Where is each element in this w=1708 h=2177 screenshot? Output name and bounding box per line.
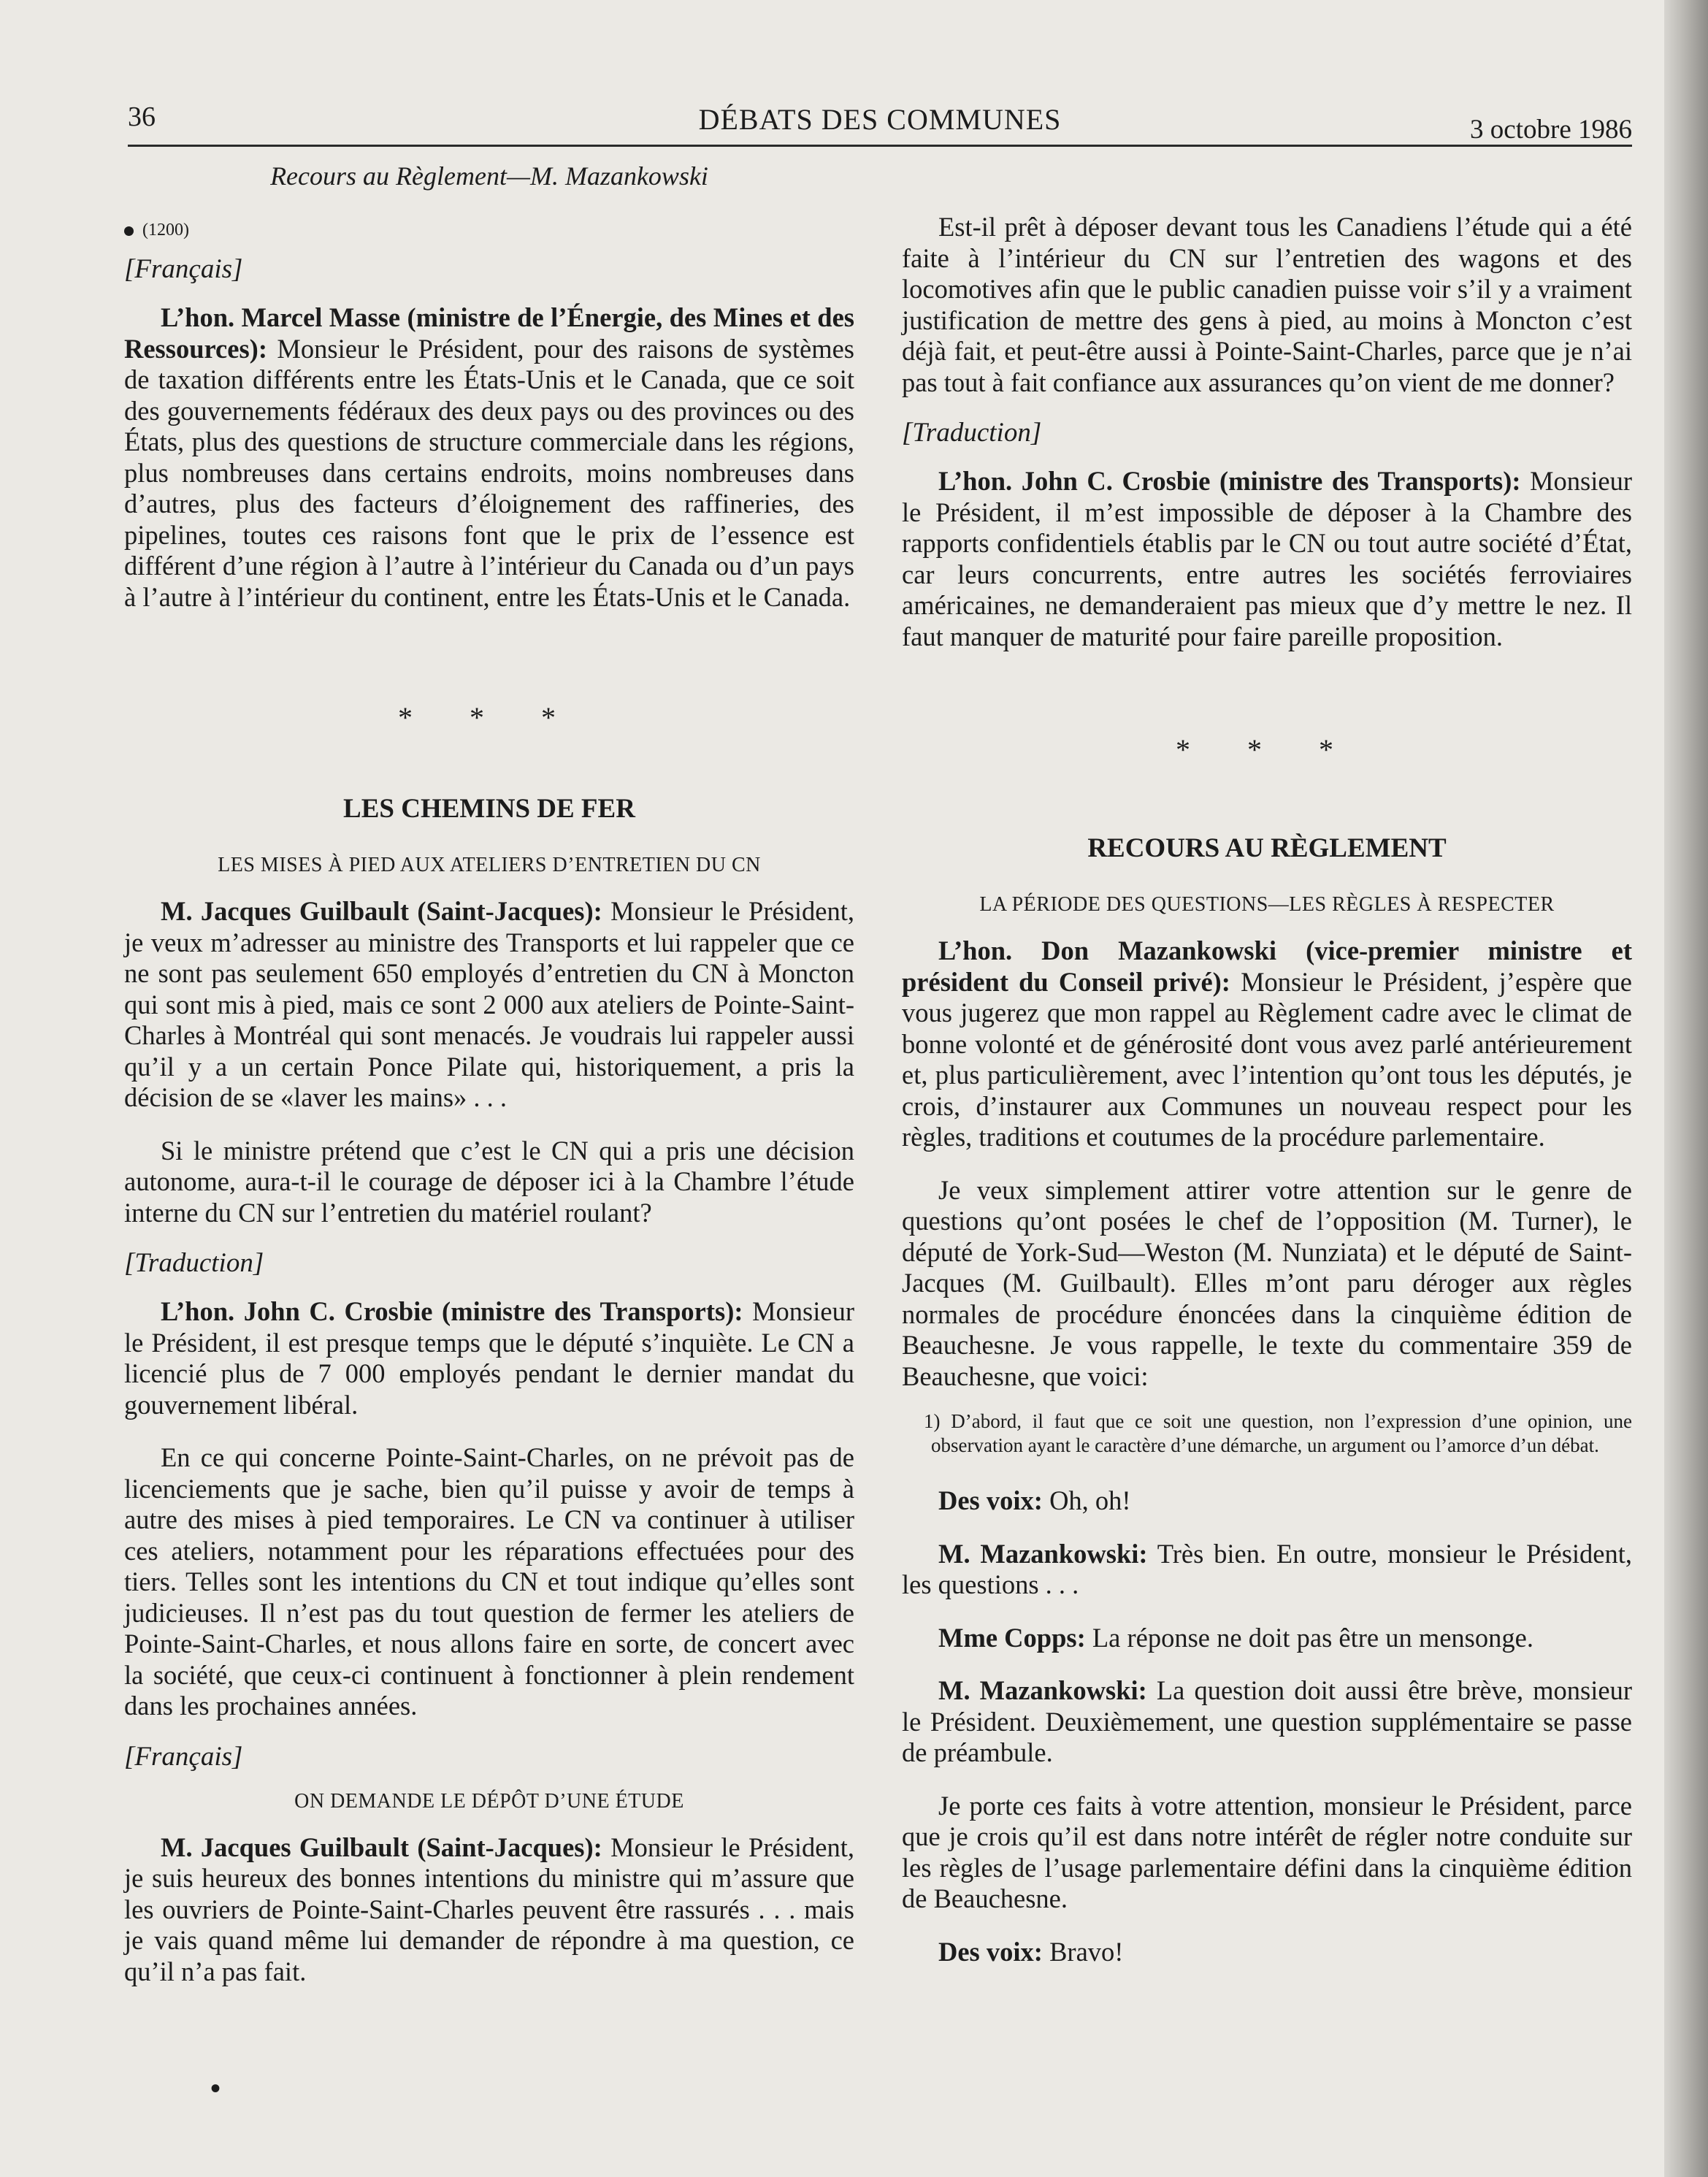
paragraph: Je porte ces faits à votre attention, monsieur le Président, parce que je crois qu’il est dans notre intérêt de régler notre conduite sur les règles de l’usage parlementaire défini dans la cinquième édition de Beauchesne.	[902, 1790, 1632, 1913]
speech-text: La question doit aussi être brève, monsieur le Président. Deuxièmement, une question supplémentaire se passe de préambule.	[902, 1675, 1633, 1767]
paragraph: Je veux simplement attirer votre attention sur le genre de questions qu’ont posées le chef de l’opposition (M. Turner), le député de York-Sud—Weston (M. Nunziata) et le député de Saint-Jacques (M. Guilbault). Elles m’ont paru déroger aux règles normales de procédure énoncées dans la cinquième édition de Beauchesne. Je vous rappelle, le texte du commentaire 359 de Beauchesne, que voici:	[902, 1174, 1632, 1391]
time-mark-text: (1200)	[142, 221, 189, 240]
paragraph	[902, 1539, 1632, 1601]
page-number: 36	[128, 102, 156, 132]
issue-date: 3 octobre 1986	[1470, 115, 1632, 145]
language-note: [Traduction]	[124, 1248, 264, 1278]
section-title: LES CHEMINS DE FER	[343, 794, 635, 824]
paragraph	[124, 1296, 854, 1420]
page-edge-shadow	[1664, 0, 1708, 2177]
paragraph	[124, 1832, 854, 1988]
section-separator: * * *	[398, 701, 581, 734]
speaker-name: L’hon. John C. Crosbie (ministre des Transports):	[161, 1296, 743, 1326]
speech-text: Très bien. En outre, monsieur le Président, les questions . . .	[902, 1538, 1632, 1599]
speaker-name: Des voix:	[938, 1485, 1043, 1515]
page-header	[128, 101, 1632, 147]
paragraph	[902, 466, 1632, 652]
speech-text: Monsieur le Président, pour des raisons de systèmes de taxation différents entre les États-Unis et le Canada, que ce soit des gouvernements fédéraux des deux pays ou des provinces ou des États, plus des questions de structure commerciale dans les régions, plus nombreuses dans certains endroits, moins nombreuses dans d’autres, plus des facteurs d’éloignement des raffineries, des pipelines, toutes ces raisons font que le prix de l’essence est différent d’une région à l’autre à l’intérieur du Canada ou d’un pays à l’autre à l’intérieur du continent, entre les États-Unis et le Canada.	[124, 333, 854, 612]
speaker-name: M. Jacques Guilbault (Saint-Jacques):	[161, 896, 602, 926]
speech-text: Bravo!	[1042, 1936, 1124, 1967]
left-column	[124, 161, 854, 1987]
speaker-name: M. Mazankowski:	[938, 1538, 1148, 1569]
subsection-title: ON DEMANDE LE DÉPÔT D’UNE ÉTUDE	[294, 1789, 684, 1813]
block-quote	[902, 1409, 1632, 1458]
language-note: [Français]	[124, 1741, 243, 1772]
paragraph	[902, 1937, 1632, 1968]
paragraph: Si le ministre prétend que c’est le CN qui a pris une décision autonome, aura-t-il le courage de déposer ici à la Chambre l’étude interne du CN sur l’entretien du matériel roulant?	[124, 1135, 854, 1228]
speech-text: La réponse ne doit pas être un mensonge.	[1085, 1622, 1533, 1653]
paragraph	[902, 1485, 1632, 1517]
speaker-name: L’hon. Don Mazankowski (vice-premier ministre et président du Conseil privé):	[902, 936, 1632, 997]
time-mark	[124, 221, 854, 240]
paragraph	[902, 1623, 1632, 1654]
language-note: [Traduction]	[902, 418, 1042, 448]
speaker-name: M. Mazankowski:	[938, 1675, 1147, 1705]
speech-text: Oh, oh!	[1042, 1485, 1131, 1515]
speech-text: Monsieur le Président, je veux m’adresser au ministre des Transports et lui rappeler que ce ne sont pas seulement 650 employés d’entretien du CN à Moncton qui sont mis à pied, mais ce sont 2 000 aux ateliers de Pointe-Saint-Charles à Montréal qui sont menacés. Je voudrais lui rappeler aussi qu’il y a un certain Ponce Pilate qui, historiquement, a pris la décision de se «laver les mains» . . .	[124, 896, 854, 1112]
speaker-name: M. Jacques Guilbault (Saint-Jacques):	[161, 1832, 602, 1862]
paragraph	[902, 936, 1632, 1153]
running-title: Recours au Règlement—M. Mazankowski	[270, 161, 708, 191]
right-column	[902, 212, 1632, 1967]
quote-text: 1) D’abord, il faut que ce soit une question, non l’expression d’une opinion, une observation ayant le caractère d’une démarche, un argument ou l’amorce d’un débat.	[924, 1410, 1632, 1456]
footer-mark: •	[210, 2072, 221, 2105]
section-title: RECOURS AU RÈGLEMENT	[1087, 833, 1447, 863]
speaker-name: Mme Copps:	[938, 1622, 1086, 1653]
paragraph: En ce qui concerne Pointe-Saint-Charles, on ne prévoit pas de licenciements que je sache, bien qu’il puisse y avoir de temps à autre des mises à pied temporaires. Le CN va continuer à utiliser ces ateliers, notamment pour les réparations effectuées pour des tiers. Telles sont les intentions du CN et tout indique qu’elles sont judicieuses. Il n’est pas du tout question de fermer les ateliers de Pointe-Saint-Charles, et nous allons faire en sorte, de concert avec la société, que ceux-ci continuent à fonctionner à plein rendement dans les prochaines années.	[124, 1442, 854, 1721]
speech-text: Monsieur le Président, j’espère que vous jugerez que mon rappel au Règlement cadre avec le climat de bonne volonté et de générosité dont vous avez parlé antérieurement et, plus particulièrement, avec l’intention qu’ont tous les députés, je crois, d’instaurer aux Communes un nouveau respect pour les règles, traditions et coutumes de la procédure parlementaire.	[902, 966, 1632, 1152]
paragraph: Est-il prêt à déposer devant tous les Canadiens l’étude qui a été faite à l’intérieur du CN sur l’entretien des wagons et des locomotives afin que le public canadien puisse voir s’il y a vraiment justification de mettre des gens à pied, au moins à Moncton c’est déjà fait, et peut-être aussi à Pointe-Saint-Charles, parce que je n’ai pas tout à fait confiance aux assurances qu’on vient de me donner?	[902, 212, 1632, 397]
paragraph	[902, 1675, 1632, 1769]
speech-text: Monsieur le Président, il est presque temps que le député s’inquiète. Le CN a licencié plus de 7 000 employés pendant le dernier mandat du gouvernement libéral.	[124, 1296, 855, 1420]
speaker-name: L’hon. Marcel Masse (ministre de l’Énergie, des Mines et des Ressources):	[124, 302, 854, 364]
speaker-name: Des voix:	[938, 1936, 1043, 1967]
subsection-title: LA PÉRIODE DES QUESTIONS—LES RÈGLES À RESPECTER	[979, 893, 1555, 916]
section-separator: * * *	[1176, 733, 1358, 766]
speaker-name: L’hon. John C. Crosbie (ministre des Transports):	[938, 466, 1521, 496]
speech-text: Monsieur le Président, il m’est impossible de déposer à la Chambre des rapports confidentiels établis par le CN ou tout autre société d’État, car leurs concurrents, entre autres les sociétés ferroviaires américaines, ne demanderaient pas mieux que d’y mettre le nez. Il faut manquer de maturité pour faire pareille proposition.	[902, 466, 1633, 651]
speech-text: Monsieur le Président, je suis heureux des bonnes intentions du ministre qui m’assure que les ouvriers de Pointe-Saint-Charles peuvent être rassurés . . . mais je vais quand même lui demander de répondre à ma question, ce qu’il n’a pas fait.	[124, 1832, 854, 1986]
subsection-title: LES MISES À PIED AUX ATELIERS D’ENTRETIEN DU CN	[218, 854, 761, 876]
publication-title: DÉBATS DES COMMUNES	[698, 103, 1062, 136]
bullet-icon	[124, 226, 134, 236]
paragraph	[124, 896, 854, 1114]
language-note: [Français]	[124, 254, 243, 284]
paragraph	[124, 302, 854, 613]
